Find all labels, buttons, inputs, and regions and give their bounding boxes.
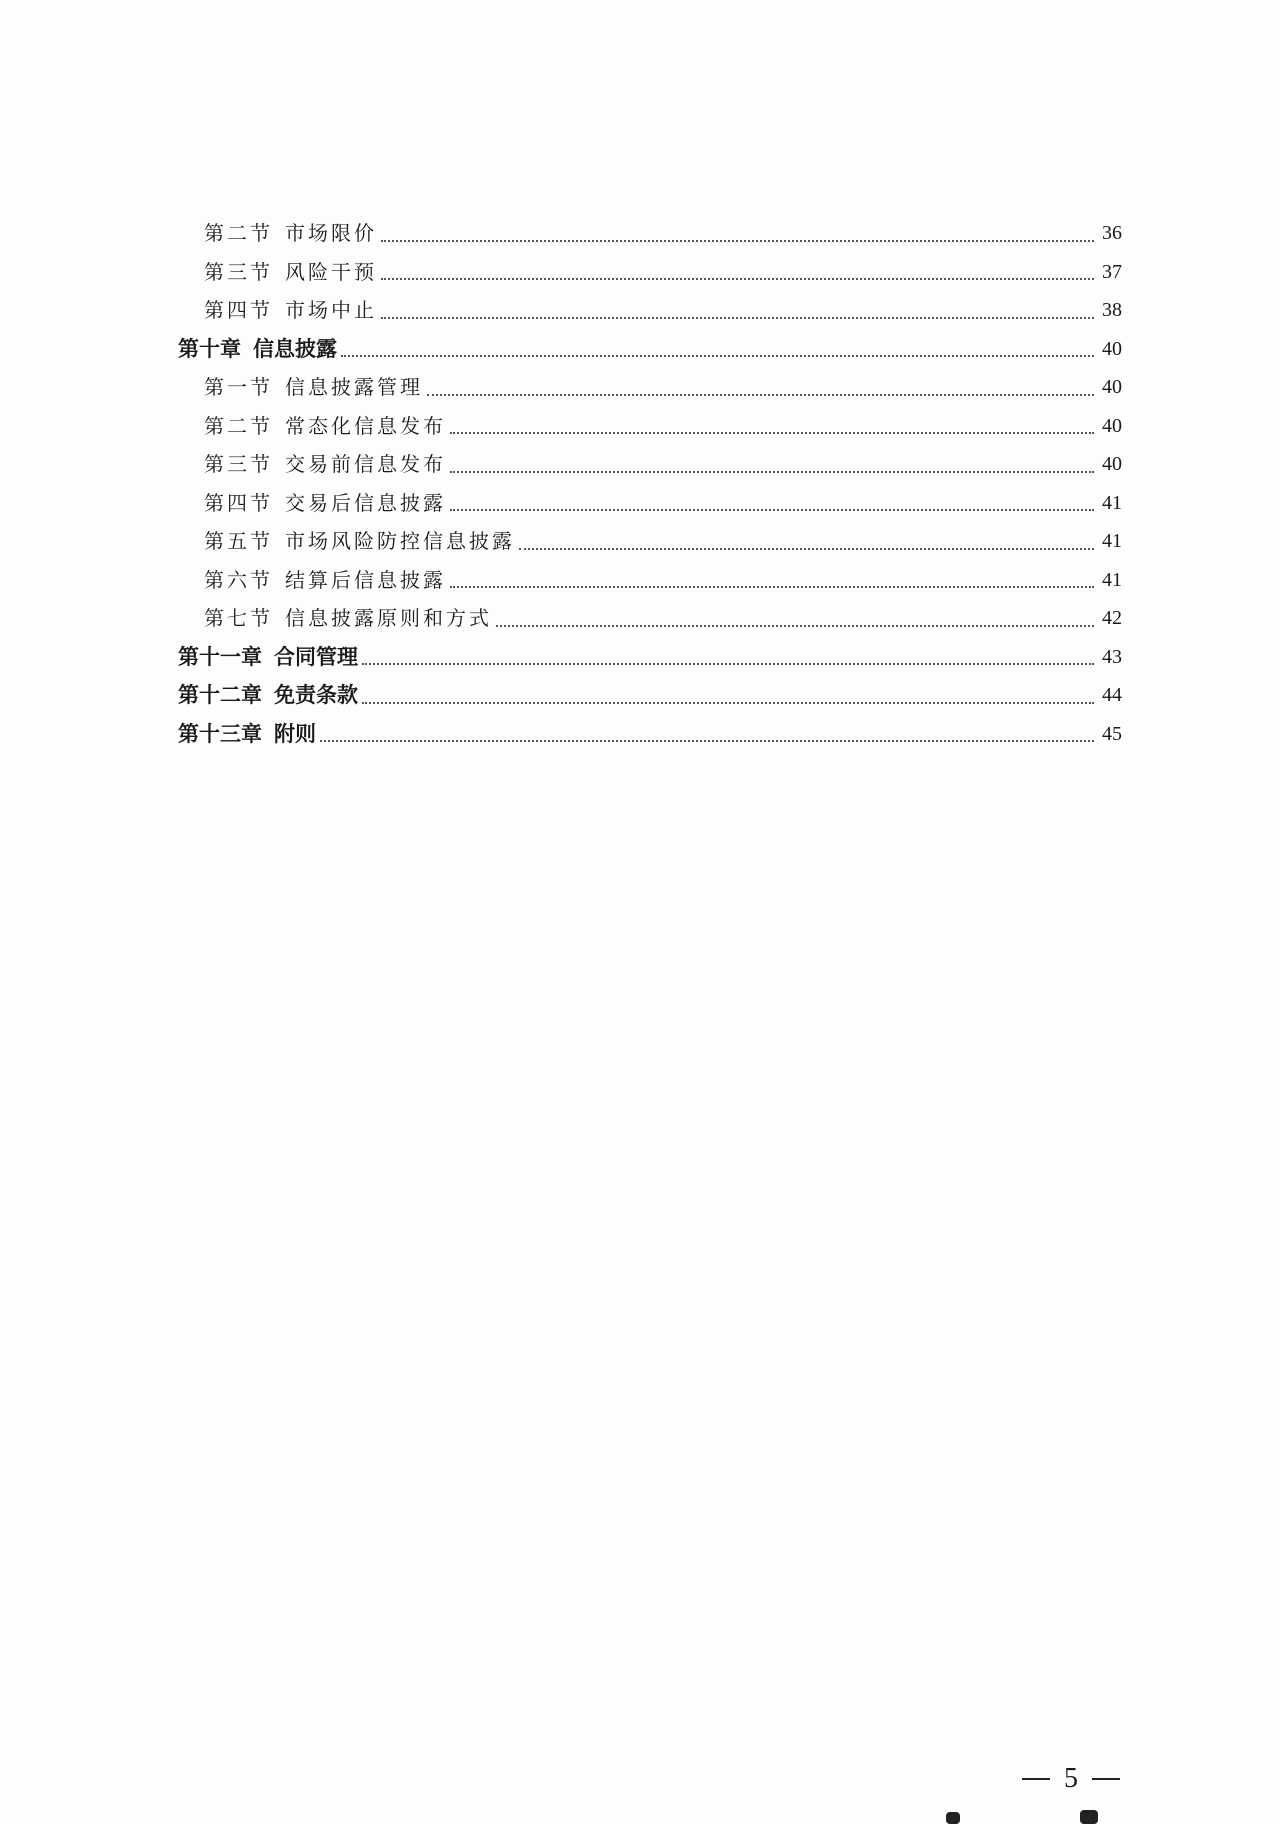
toc-entry-page: 38 (1102, 299, 1122, 321)
toc-entry-section[interactable] (178, 445, 1122, 484)
toc-entry-chapter[interactable] (178, 676, 1122, 715)
toc-entry-number: 第十章 (178, 336, 241, 361)
toc-entry-title: 免责条款 (274, 683, 358, 707)
page-number: 5 (1064, 1763, 1078, 1794)
toc-entry-number: 第三节 (204, 452, 273, 476)
dot-leader (381, 278, 1094, 280)
dot-leader (450, 586, 1094, 588)
toc-entry-page: 45 (1102, 722, 1122, 745)
dot-leader (362, 702, 1094, 704)
toc-entry-section[interactable] (178, 214, 1122, 253)
toc-entry-number: 第四节 (204, 298, 273, 322)
dot-leader (381, 240, 1094, 242)
toc-entry-number: 第五节 (204, 529, 273, 553)
toc-entry-number: 第二节 (204, 221, 273, 245)
toc-entry-section[interactable] (178, 291, 1122, 330)
toc-entry-title: 市场中止 (285, 298, 377, 322)
toc-entry-title: 常态化信息发布 (285, 413, 446, 438)
toc-entry-number: 第六节 (204, 567, 273, 592)
dot-leader (427, 394, 1094, 396)
toc-entry-section[interactable] (178, 599, 1122, 638)
dot-leader (450, 509, 1094, 511)
toc-entry-page: 44 (1102, 684, 1122, 706)
toc-entry-page: 43 (1102, 645, 1122, 668)
toc-entry-section[interactable] (178, 407, 1122, 446)
toc-entry-number: 第二节 (204, 413, 273, 438)
dot-leader (496, 625, 1094, 627)
toc-entry-page: 37 (1102, 260, 1122, 283)
page-footer (1022, 1763, 1120, 1795)
footer-dash-right (1092, 1778, 1120, 1780)
toc-entry-section[interactable] (178, 253, 1122, 292)
dot-leader (450, 471, 1094, 473)
toc-entry-number: 第四节 (204, 490, 273, 515)
toc-entry-page: 42 (1102, 607, 1122, 629)
toc-entry-section[interactable] (178, 368, 1122, 407)
dot-leader (381, 317, 1094, 319)
toc-entry-section[interactable] (178, 561, 1122, 600)
toc-entry-page: 36 (1102, 222, 1122, 244)
dot-leader (450, 432, 1094, 434)
toc-entry-page: 40 (1102, 376, 1122, 398)
dot-leader (320, 740, 1094, 742)
toc-entry-title: 交易后信息披露 (285, 490, 446, 515)
toc-entry-title: 市场限价 (285, 221, 377, 245)
dot-leader (341, 355, 1094, 357)
toc-entry-title: 附则 (274, 721, 316, 746)
footer-dash-left (1022, 1778, 1050, 1780)
dot-leader (519, 548, 1094, 550)
toc-entry-number: 第一节 (204, 375, 273, 399)
toc-entry-number: 第十三章 (178, 721, 262, 746)
toc-entry-page: 41 (1102, 530, 1122, 552)
scan-binding-mark-right (1080, 1810, 1098, 1824)
toc-entry-title: 市场风险防控信息披露 (285, 529, 515, 553)
toc-entry-number: 第七节 (204, 606, 273, 630)
toc-entry-title: 信息披露管理 (285, 375, 423, 399)
toc-entry-page: 40 (1102, 414, 1122, 437)
toc-entry-title: 风险干预 (285, 259, 377, 284)
toc-entry-chapter[interactable] (178, 330, 1122, 369)
toc-entry-number: 第三节 (204, 259, 273, 284)
toc-entry-number: 第十一章 (178, 644, 262, 669)
toc-entry-title: 交易前信息发布 (285, 452, 446, 476)
toc-entry-page: 41 (1102, 568, 1122, 591)
toc-entry-title: 结算后信息披露 (285, 567, 446, 592)
toc-entry-chapter[interactable] (178, 715, 1122, 754)
toc-entry-page: 40 (1102, 453, 1122, 475)
scan-binding-mark-left (946, 1812, 960, 1824)
toc-entry-chapter[interactable] (178, 638, 1122, 677)
toc-entry-number: 第十二章 (178, 683, 262, 707)
toc-entry-title: 合同管理 (274, 644, 358, 669)
table-of-contents (178, 214, 1122, 753)
toc-entry-section[interactable] (178, 484, 1122, 523)
toc-entry-title: 信息披露原则和方式 (285, 606, 492, 630)
toc-entry-title: 信息披露 (253, 336, 337, 361)
toc-entry-section[interactable] (178, 522, 1122, 561)
toc-entry-page: 41 (1102, 491, 1122, 514)
toc-entry-page: 40 (1102, 337, 1122, 360)
dot-leader (362, 663, 1094, 665)
